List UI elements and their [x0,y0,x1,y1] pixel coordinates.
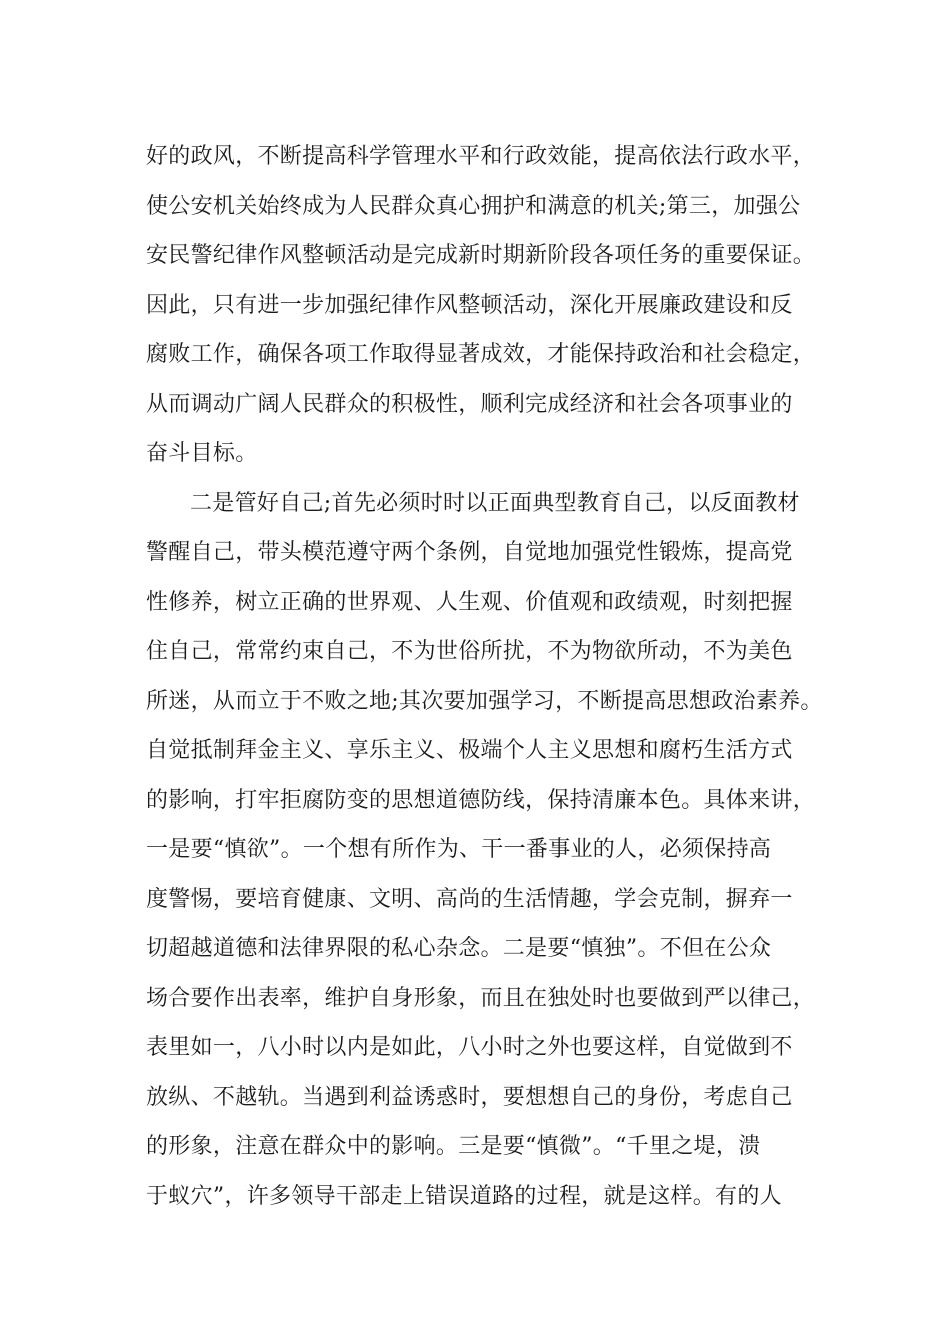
text-line: 二是管好自己;首先必须时时以正面典型教育自己，以反面教材 [190,490,800,516]
text-line: 从而调动广阔人民群众的积极性，顺利完成经济和社会各项事业的 [146,391,793,417]
text-line: 腐败工作，确保各项工作取得显著成效，才能保持政治和社会稳定， [146,342,816,367]
text-line: 场合要作出表率，维护自身形象，而且在独处时也要做到严以律己， [146,985,816,1011]
text-line: 性修养，树立正确的世界观、人生观、价值观和政绩观，时刻把握 [146,589,793,615]
document-body [146,132,836,1221]
text-line: 一是要“慎欲”。一个想有所作为、干一番事业的人，必须保持高 [146,837,772,862]
text-line: 自觉抵制拜金主义、享乐主义、极端个人主义思想和腐朽生活方式 [146,738,793,763]
text-line: 切超越道德和法律界限的私心杂念。二是要“慎独”。不但在公众 [146,936,772,961]
text-line: 放纵、不越轨。当遇到利益诱惑时，要想想自己的身份，考虑自己 [146,1084,793,1110]
text-line: 因此，只有进一步加强纪律作风整顿活动，深化开展廉政建设和反 [146,292,793,318]
text-line: 的影响，打牢拒腐防变的思想道德防线，保持清廉本色。具体来讲， [146,787,816,813]
text-line: 好的政风，不断提高科学管理水平和行政效能，提高依法行政水平， [146,144,816,169]
text-line: 度警惕，要培育健康、文明、高尚的生活情趣，学会克制，摒弃一 [146,886,793,912]
paragraph-1 [146,132,836,479]
text-line: 表里如一，八小时以内是如此，八小时之外也要这样，自觉做到不 [146,1035,793,1060]
text-line: 使公安机关始终成为人民群众真心拥护和满意的机关;第三，加强公 [146,193,801,219]
text-line: 所迷，从而立于不败之地;其次要加强学习，不断提高思想政治素养。 [146,688,823,714]
text-line: 于蚁穴”，许多领导干部走上错误道路的过程，就是这样。有的人 [146,1183,782,1209]
paragraph-2 [146,479,836,1222]
text-line: 奋斗目标。 [146,441,258,466]
text-line: 警醒自己，带头模范遵守两个条例，自觉地加强党性锻炼，提高党 [146,540,793,565]
text-line: 的形象，注意在群众中的影响。三是要“慎微”。“千里之堤，溃 [146,1134,761,1159]
text-line: 住自己，常常约束自己，不为世俗所扰，不为物欲所动，不为美色 [146,639,793,664]
text-line: 安民警纪律作风整顿活动是完成新时期新阶段各项任务的重要保证。 [146,243,816,268]
